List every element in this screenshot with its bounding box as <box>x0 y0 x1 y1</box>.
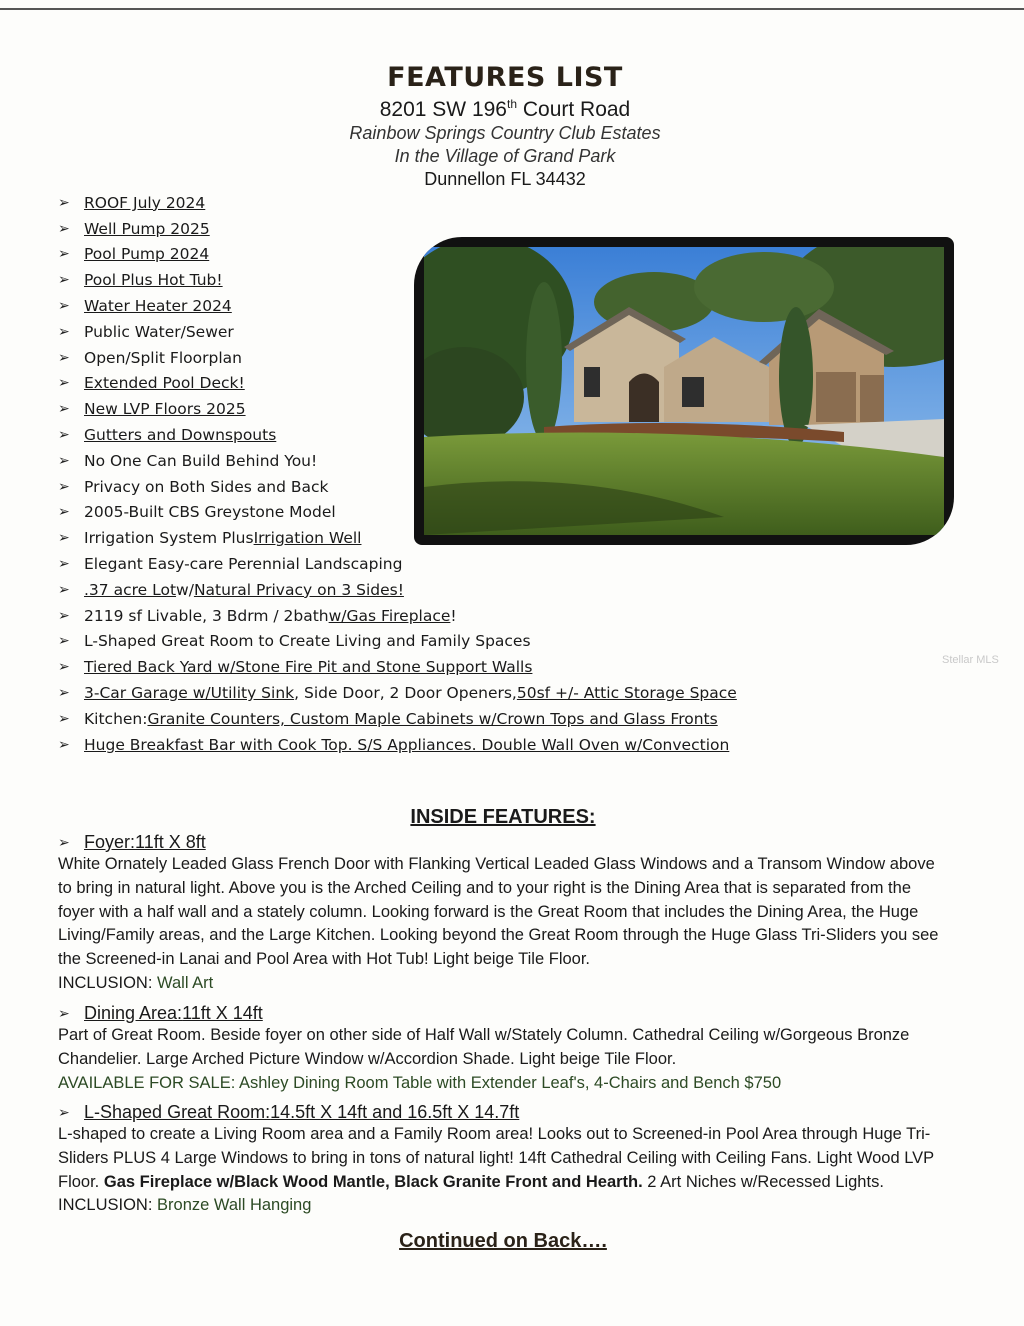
arrow-bullet-icon: ➢ <box>58 272 70 289</box>
page-title: FEATURES LIST <box>387 62 623 93</box>
arrow-bullet-icon: ➢ <box>58 220 70 237</box>
continued-note: Continued on Back…. <box>399 1230 607 1252</box>
feature-item: ➢ Water Heater 2024 <box>58 297 232 316</box>
great-room-section <box>58 1102 948 1218</box>
arrow-bullet-icon: ➢ <box>58 478 70 495</box>
dining-section <box>58 1003 948 1095</box>
feature-item: ➢ Privacy on Both Sides and Back <box>58 477 329 496</box>
feature-item: ➢ No One Can Build Behind You! <box>58 451 318 470</box>
arrow-bullet-icon: ➢ <box>58 736 70 753</box>
feature-item: ➢ 2119 sf Livable, 3 Bdrm / 2bath w/Gas Fireplace ! <box>58 606 457 625</box>
feature-item: ➢ New LVP Floors 2025 <box>58 400 246 419</box>
top-rule <box>0 8 1024 10</box>
arrow-bullet-icon: ➢ <box>58 375 70 392</box>
feature-item: ➢ 3-Car Garage w/Utility Sink , Side Door, 2 Door Openers, 50sf +/- Attic Storage Space <box>58 684 737 703</box>
arrow-bullet-icon: ➢ <box>58 504 70 521</box>
arrow-bullet-icon: ➢ <box>58 530 70 547</box>
document-header <box>0 62 1010 190</box>
arrow-bullet-icon: ➢ <box>58 298 70 315</box>
arrow-bullet-icon: ➢ <box>58 607 70 624</box>
feature-item: ➢ Huge Breakfast Bar with Cook Top. S/S Appliances. Double Wall Oven w/Convection <box>58 735 730 754</box>
property-address: 8201 SW 196th Court Road <box>379 97 631 121</box>
feature-item: ➢ L-Shaped Great Room to Create Living and Family Spaces <box>58 632 531 651</box>
community-name: Rainbow Springs Country Club Estates <box>349 123 661 143</box>
village-name: In the Village of Grand Park <box>394 146 616 166</box>
arrow-bullet-icon: ➢ <box>58 194 70 211</box>
foyer-description: White Ornately Leaded Glass French Door with Flanking Vertical Leaded Glass Windows and a Transom Window above to bring in natural light. Above you is the Arched Ceiling and to your right is the Dining Area that is separated from the foyer with a half wall and a stately column. Looking forward is the Great Room that includes the Dining Area, the Huge Living/Family areas, and the Large Kitchen. Looking beyond the Great Room through the Huge Glass Tri-Sliders you see the Screened-in Lanai and Pool Area with Hot Tub! Light beige Tile Floor. INCLUSION: Wall Art <box>58 855 939 992</box>
arrow-bullet-icon: ➢ <box>58 452 70 469</box>
arrow-bullet-icon: ➢ <box>58 659 70 676</box>
arrow-bullet-icon: ➢ <box>58 633 70 650</box>
arrow-bullet-icon: ➢ <box>58 401 70 418</box>
feature-item: ➢ Irrigation System Plus Irrigation Well <box>58 529 362 548</box>
arrow-bullet-icon: ➢ <box>58 1005 70 1021</box>
arrow-bullet-icon: ➢ <box>58 246 70 263</box>
feature-item: ➢ Tiered Back Yard w/Stone Fire Pit and Stone Support Walls <box>58 658 533 677</box>
feature-item: ➢ Public Water/Sewer <box>58 322 234 341</box>
foyer-section <box>58 832 948 996</box>
city-line: Dunnellon FL 34432 <box>424 169 586 189</box>
dining-description: Part of Great Room. Beside foyer on other side of Half Wall w/Stately Column. Cathedral Ceiling w/Gorgeous Bronze Chandelier. Large Arched Picture Window w/Accordion Shade. Light beige Tile Floor. AVAILABLE FOR SALE: Ashley Dining Room Table with Extender Leaf's, 4-Chairs and Bench $750 <box>58 1026 910 1092</box>
feature-item: ➢ Pool Plus Hot Tub! <box>58 271 223 290</box>
feature-item: ➢ Extended Pool Deck! <box>58 374 245 393</box>
great-room-description: L-shaped to create a Living Room area and a Family Room area! Looks out to Screened-in Pool Area through Huge Tri-Sliders PLUS 4 Large Windows to bring in tons of natural light! 14ft Cathedral Ceiling with Ceiling Fans. Light Wood LVP Floor. Gas Fireplace w/Black Wood Mantle, Black Granite Front and Hearth. 2 Art Niches w/Recessed Lights. INCLUSION: Bronze Wall Hanging <box>58 1125 934 1215</box>
arrow-bullet-icon: ➢ <box>58 323 70 340</box>
feature-item: ➢ Elegant Easy-care Perennial Landscaping <box>58 555 403 574</box>
foyer-heading: ➢ Foyer: 11ft X 8ft <box>58 832 206 852</box>
feature-item: ➢ Open/Split Floorplan <box>58 348 242 367</box>
house-exterior-illustration <box>424 247 944 535</box>
mls-watermark: Stellar MLS <box>942 654 999 666</box>
arrow-bullet-icon: ➢ <box>58 834 70 850</box>
feature-item: ➢ Well Pump 2025 <box>58 219 210 238</box>
feature-item: ➢ Kitchen: Granite Counters, Custom Maple Cabinets w/Crown Tops and Glass Fronts <box>58 709 718 728</box>
arrow-bullet-icon: ➢ <box>58 581 70 598</box>
arrow-bullet-icon: ➢ <box>58 1104 70 1120</box>
arrow-bullet-icon: ➢ <box>58 710 70 727</box>
arrow-bullet-icon: ➢ <box>58 349 70 366</box>
arrow-bullet-icon: ➢ <box>58 685 70 702</box>
arrow-bullet-icon: ➢ <box>58 556 70 573</box>
dining-heading: ➢ Dining Area: 11ft X 14ft <box>58 1003 263 1023</box>
house-photo <box>414 237 954 545</box>
inside-features-heading: INSIDE FEATURES: <box>410 806 596 828</box>
great-room-heading: ➢ L-Shaped Great Room: 14.5ft X 14ft and 16.5ft X 14.7ft <box>58 1102 520 1122</box>
feature-item: ➢ Gutters and Downspouts <box>58 426 277 445</box>
feature-item: ➢ 2005-Built CBS Greystone Model <box>58 503 336 522</box>
feature-item: ➢ ROOF July 2024 <box>58 193 206 212</box>
feature-item: ➢ Pool Pump 2024 <box>58 245 210 264</box>
arrow-bullet-icon: ➢ <box>58 427 70 444</box>
feature-item: ➢ .37 acre Lot w/ Natural Privacy on 3 Sides! <box>58 580 404 599</box>
